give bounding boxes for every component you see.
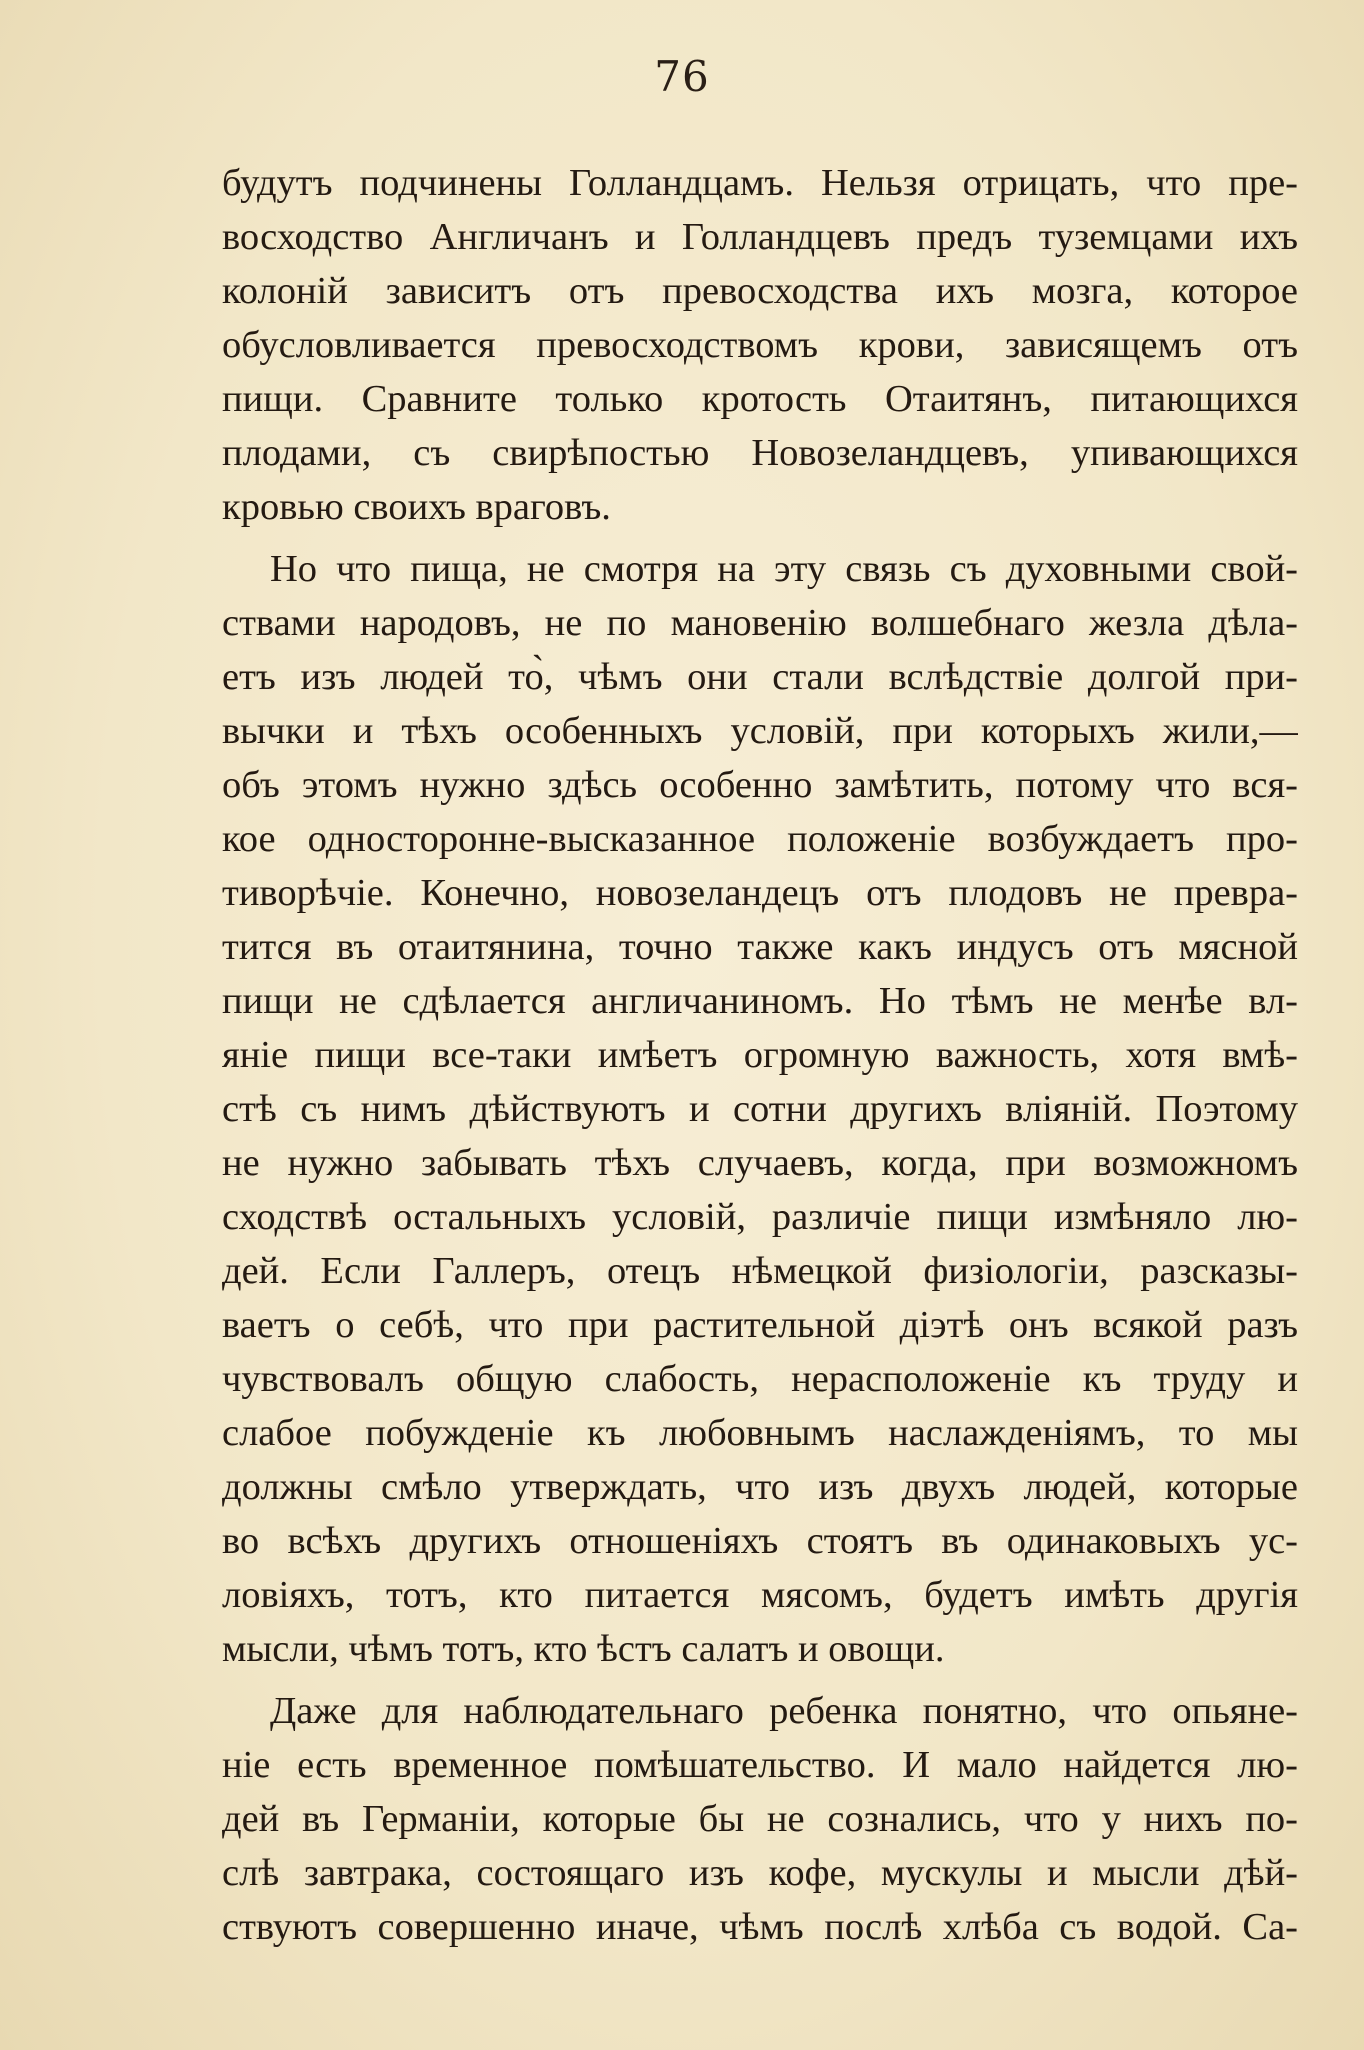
text-line: Даже для наблюдательнаго ребенка понятно, что опьяне-	[270, 1690, 1298, 1732]
text-line: яніе пищи все-таки имѣетъ огромную важность, хотя вмѣ-	[222, 1034, 1298, 1076]
text-line: восходство Англичанъ и Голландцевъ предъ туземцами ихъ	[222, 216, 1298, 258]
text-line: тится въ отаитянина, точно также какъ индусъ отъ мясной	[222, 926, 1298, 968]
paragraph-1	[222, 156, 1298, 534]
text-line: во всѣхъ другихъ отношеніяхъ стоятъ въ одинаковыхъ ус-	[222, 1520, 1298, 1562]
text-line: кое односторонне-высказанное положеніе возбуждаетъ про-	[222, 818, 1298, 860]
text-line: ствуютъ совершенно иначе, чѣмъ послѣ хлѣба съ водой. Са-	[222, 1906, 1298, 1948]
text-line: вычки и тѣхъ особенныхъ условій, при которыхъ жили,—	[222, 710, 1298, 752]
text-line: должны смѣло утверждать, что изъ двухъ людей, которые	[222, 1466, 1298, 1508]
text-line: етъ изъ людей то̀, чѣмъ они стали вслѣдствіе долгой при-	[222, 656, 1298, 698]
text-line: дей въ Германіи, которые бы не сознались, что у нихъ по-	[222, 1798, 1298, 1840]
text-line: будутъ подчинены Голландцамъ. Нельзя отрицать, что пре-	[222, 162, 1298, 204]
text-line: не нужно забывать тѣхъ случаевъ, когда, при возможномъ	[222, 1142, 1298, 1184]
paragraph-2	[222, 542, 1298, 1676]
text-line: ловіяхъ, тотъ, кто питается мясомъ, будетъ имѣть другія	[222, 1574, 1298, 1616]
text-line: дей. Если Галлеръ, отецъ нѣмецкой физіологіи, разсказы-	[222, 1250, 1298, 1292]
text-line: ваетъ о себѣ, что при растительной діэтѣ онъ всякой разъ	[222, 1304, 1298, 1346]
text-line: стѣ съ нимъ дѣйствуютъ и сотни другихъ вліяній. Поэтому	[222, 1088, 1298, 1130]
text-line: слабое побужденіе къ любовнымъ наслажденіямъ, то мы	[222, 1412, 1298, 1454]
text-line: тиворѣчіе. Конечно, новозеландецъ отъ плодовъ не превра-	[222, 872, 1298, 914]
text-line: сходствѣ остальныхъ условій, различіе пищи измѣняло лю-	[222, 1196, 1298, 1238]
text-line: ствами народовъ, не по мановенію волшебнаго жезла дѣла-	[222, 602, 1298, 644]
text-line: колоній зависитъ отъ превосходства ихъ мозга, которое	[222, 270, 1298, 312]
text-line: объ этомъ нужно здѣсь особенно замѣтить, потому что вся-	[222, 764, 1298, 806]
text-line: плодами, съ свирѣпостью Новозеландцевъ, упивающихся	[222, 432, 1298, 474]
body-text	[222, 156, 1298, 1954]
page-number: 76	[654, 52, 710, 101]
text-line: чувствовалъ общую слабость, нерасположеніе къ труду и	[222, 1358, 1298, 1400]
text-line: мысли, чѣмъ тотъ, кто ѣстъ салатъ и овощи.	[222, 1628, 945, 1670]
text-line: пищи не сдѣлается англичаниномъ. Но тѣмъ не менѣе вл-	[222, 980, 1298, 1022]
text-line: ніе есть временное помѣшательство. И мало найдется лю-	[222, 1744, 1298, 1786]
text-line: слѣ завтрака, состоящаго изъ кофе, мускулы и мысли дѣй-	[222, 1852, 1298, 1894]
text-line: Но что пища, не смотря на эту связь съ духовными свой-	[270, 548, 1298, 590]
paragraph-3	[222, 1684, 1298, 1954]
text-line: пищи. Сравните только кротость Отаитянъ, питающихся	[222, 378, 1298, 420]
text-line: обусловливается превосходствомъ крови, зависящемъ отъ	[222, 324, 1298, 366]
text-line: кровью своихъ враговъ.	[222, 486, 611, 528]
